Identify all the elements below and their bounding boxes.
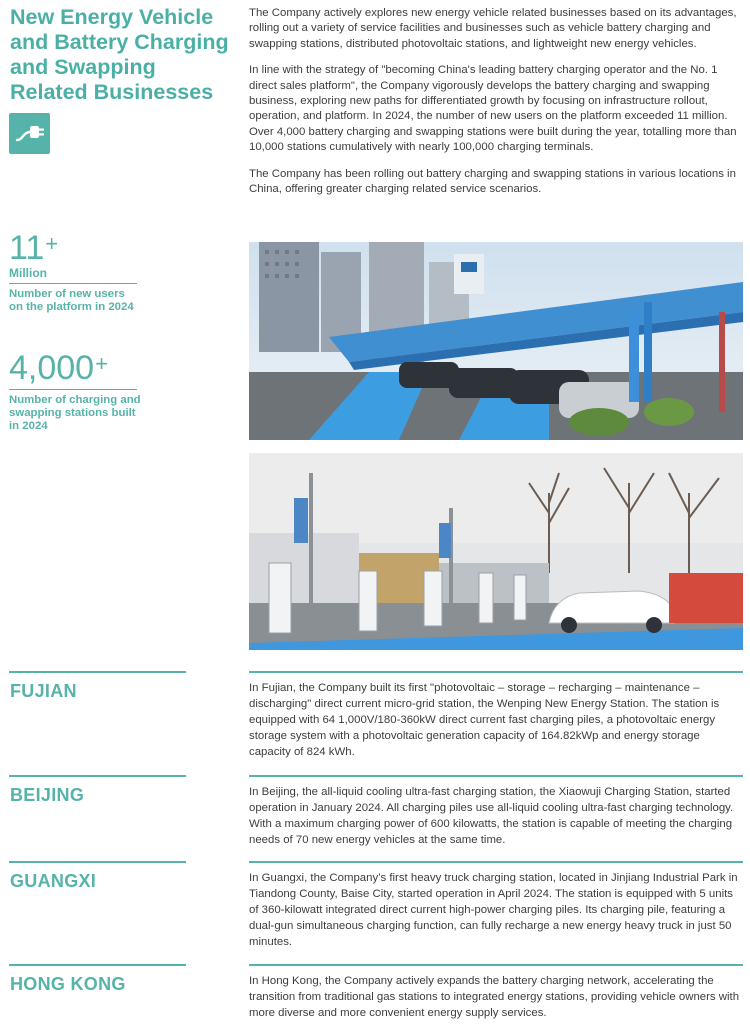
charging-station-photo-2: [249, 453, 743, 650]
region-body-divider: [249, 775, 743, 777]
heading-line: and Battery Charging: [10, 30, 229, 54]
stat-number: 11+: [9, 229, 59, 267]
ev-charging-plug-icon: [9, 113, 50, 154]
region-title-divider: [9, 775, 186, 777]
region-title-divider: [9, 861, 186, 863]
section-heading: [10, 5, 242, 105]
stat-description: Number of new users on the platform in 2024: [9, 288, 134, 313]
region-title: FUJIAN: [10, 681, 77, 701]
heading-line: and Swapping: [10, 55, 156, 79]
stat-divider: [9, 389, 137, 390]
stat-number: 4,000+: [9, 349, 108, 387]
region-title: BEIJING: [10, 785, 85, 805]
stat-new-users: [9, 230, 141, 314]
intro-paragraph-1: The Company actively explores new energy vehicle related businesses based on its advantages, rolling out a variety of service facilities and businesses such as vehicle battery charging and swapping stations, distributed photovoltaic stations, and lightweight new energy vehicles.: [249, 7, 737, 50]
region-text: In Beijing, the all-liquid cooling ultra-fast charging station, the Xiaowuji Charging Station, started operation in January 2024. All charging piles use all-liquid cooling ultra-fast charging technology. With a maximum charging power of 600 kilowatts, the station is capable of meeting the charging needs of 70 new energy vehicles at the same time.: [249, 786, 734, 846]
region-body-divider: [249, 671, 743, 673]
region-title: HONG KONG: [10, 974, 126, 994]
region-title-divider: [9, 671, 186, 673]
region-text: In Fujian, the Company built its first "photovoltaic – storage – recharging – maintenance – discharging" direct current micro-grid station, the Wenping New Energy Station. The station is equipped with 64 1,000V/180-360kW direct current fast charging piles, a photovoltaic energy storage system with a photovoltaic generation capacity of 164.82kWp and energy storage capacity of 824 kWh.: [249, 682, 720, 758]
region-body-divider: [249, 861, 743, 863]
region-title: GUANGXI: [10, 871, 97, 891]
stat-divider: [9, 283, 137, 284]
heading-line: Related Businesses: [10, 80, 214, 104]
intro-text: [249, 6, 741, 208]
region-body-divider: [249, 964, 743, 966]
stat-unit: Million: [9, 266, 47, 280]
stat-description: Number of charging and swapping stations built in 2024: [9, 394, 141, 432]
region-title-divider: [9, 964, 186, 966]
intro-paragraph-2: In line with the strategy of "becoming China's leading battery charging operator and the No. 1 direct sales platform", the Company vigorously develops the battery charging and swapping business, exploring new paths for differentiated growth by focusing on infrastructure rollout, operation, and platform. In 2024, the number of new users on the platform exceeded 11 million. Over 4,000 battery charging and swapping stations were built during the year, totalling more than 10,000 stations cumulatively with nearly 100,000 charging terminals.: [249, 64, 737, 154]
stat-stations-built: [9, 350, 141, 433]
region-text: In Hong Kong, the Company actively expands the battery charging network, accelerating the transition from traditional gas stations to integrated energy stations, providing vehicle owners with more diverse and more convenient energy supply services.: [249, 975, 740, 1019]
region-text: In Guangxi, the Company’s first heavy truck charging station, located in Jinjiang Industrial Park in Tiandong County, Baise City, started operation in April 2024. The station is equipped with 5 units of 360-kilowatt integrated direct current high-power charging piles. Its charging pile, featuring a dual-gun simultaneous charging function, can fully recharge a new energy heavy truck in just 50 minutes.: [249, 872, 738, 948]
charging-station-photo-1: [249, 242, 743, 440]
heading-line: New Energy Vehicle: [10, 5, 214, 29]
intro-paragraph-3: The Company has been rolling out battery charging and swapping stations in various locations in China, offering greater charging related service scenarios.: [249, 167, 736, 196]
